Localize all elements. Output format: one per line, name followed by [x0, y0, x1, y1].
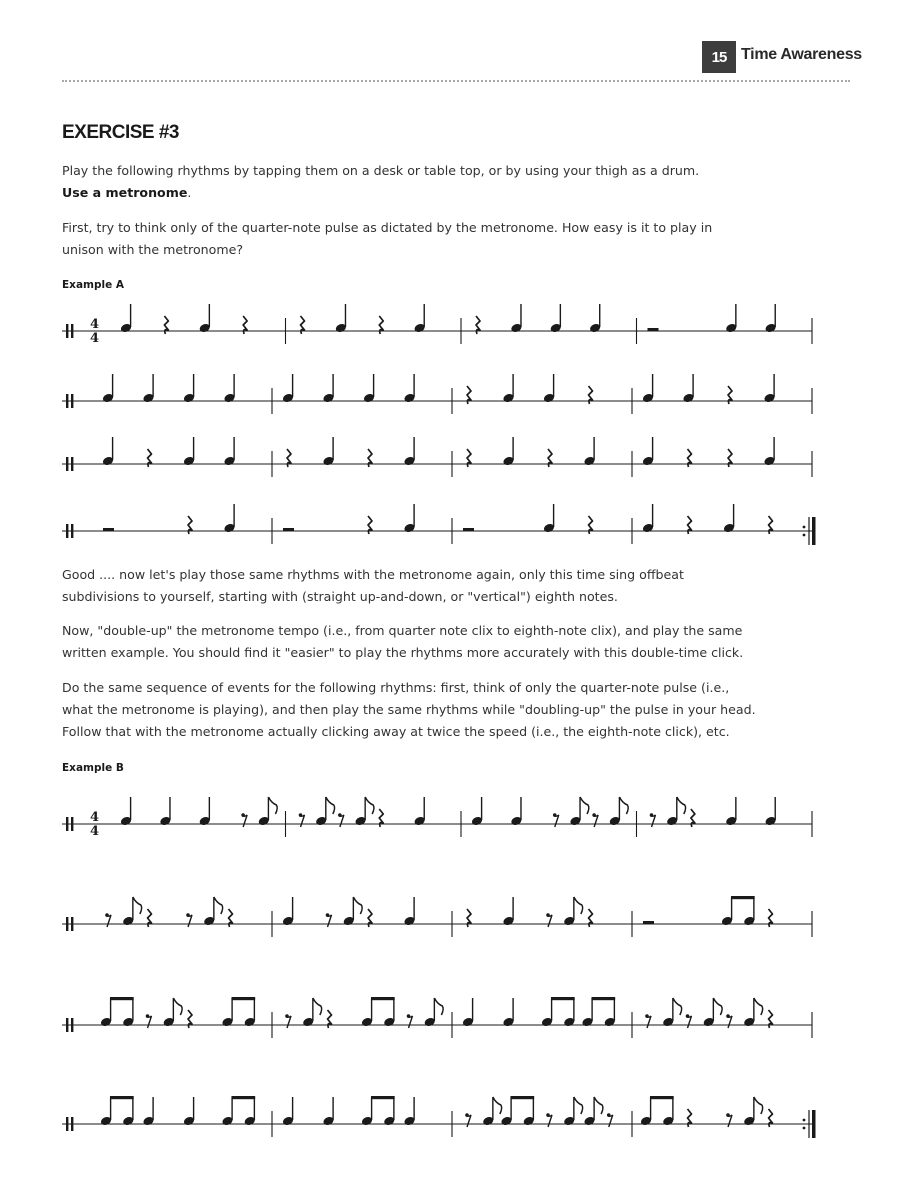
quarter-note	[723, 523, 735, 534]
quarter-note	[502, 456, 514, 467]
eighth-rest	[593, 815, 598, 827]
quarter-rest	[148, 449, 152, 467]
quarter-note	[550, 323, 562, 334]
quarter-rest	[368, 449, 372, 467]
quarter-rest	[688, 449, 692, 467]
eighth-rest	[300, 815, 305, 827]
quarter-note	[642, 393, 654, 404]
quarter-note	[725, 816, 737, 827]
eighth-note	[721, 916, 733, 927]
eighth-rest-dot	[105, 913, 109, 917]
percussion-clef	[66, 917, 68, 931]
eighth-rest	[547, 915, 552, 927]
percussion-clef	[71, 457, 73, 471]
percussion-clef	[71, 1117, 73, 1131]
eighth-flag	[574, 897, 583, 914]
quarter-note	[335, 323, 347, 334]
quarter-rest	[467, 909, 471, 927]
repeat-dot	[803, 526, 806, 529]
eighth-flag	[677, 797, 686, 814]
eighth-note	[640, 1116, 652, 1127]
eighth-note	[581, 1017, 593, 1028]
eighth-rest	[608, 1115, 613, 1127]
eighth-note	[482, 1116, 494, 1127]
beam	[232, 1096, 256, 1099]
eighth-flag	[619, 797, 628, 814]
eighth-note	[383, 1017, 395, 1028]
eighth-note	[302, 1017, 314, 1028]
eighth-flag	[353, 897, 362, 914]
eighth-rest-dot	[650, 813, 654, 817]
chapter-title: Time Awareness	[741, 46, 862, 63]
quarter-note	[462, 1017, 474, 1028]
eighth-rest	[106, 915, 111, 927]
time-signature-bottom: 4	[90, 824, 100, 839]
eighth-rest-dot	[241, 813, 245, 817]
beam	[371, 1096, 395, 1099]
sequence-paragraph: Do the same sequence of events for the following rhythms: first, think of only the quarter-note pulse (i.e., what the metronome is playing), and then play the same rhythms while "doubling-up" the pulse in your head. Follow that with the metronome actually clicking away at twice the speed (i.e., the eighth-note click), etc.	[62, 680, 756, 739]
quarter-note	[322, 1116, 334, 1127]
eighth-note	[315, 816, 327, 827]
eighth-note	[221, 1017, 233, 1028]
quarter-rest	[589, 909, 593, 927]
eighth-note	[122, 1116, 134, 1127]
eighth-rest-dot	[607, 1113, 611, 1117]
eighth-note	[563, 1017, 575, 1028]
eighth-note	[163, 1017, 175, 1028]
eighth-flag	[434, 998, 443, 1015]
eighth-rest	[286, 1016, 291, 1028]
eighth-note	[743, 1116, 755, 1127]
eighth-flag	[313, 998, 322, 1015]
eighth-rest-dot	[299, 813, 303, 817]
final-barline	[812, 1110, 816, 1138]
eighth-rest-dot	[686, 1014, 690, 1018]
eighth-note	[203, 916, 215, 927]
percussion-clef	[71, 1018, 73, 1032]
eighth-flag	[754, 1097, 763, 1114]
quarter-note	[142, 393, 154, 404]
quarter-note	[199, 323, 211, 334]
quarter-note	[120, 323, 132, 334]
eighth-flag	[133, 897, 142, 914]
percussion-clef	[66, 324, 68, 338]
quarter-note	[502, 1017, 514, 1028]
eighth-note	[383, 1116, 395, 1127]
quarter-note	[223, 523, 235, 534]
eighth-note	[122, 1017, 134, 1028]
quarter-rest	[769, 1109, 773, 1127]
repeat-dot	[803, 1119, 806, 1122]
eighth-note	[361, 1116, 373, 1127]
quarter-note	[543, 523, 555, 534]
quarter-note	[510, 323, 522, 334]
quarter-rest	[769, 516, 773, 534]
half-rest	[463, 528, 474, 531]
quarter-note	[413, 323, 425, 334]
quarter-note	[142, 1116, 154, 1127]
eighth-note	[221, 1116, 233, 1127]
quarter-note	[763, 393, 775, 404]
quarter-note	[403, 1116, 415, 1127]
quarter-note	[223, 393, 235, 404]
eighth-rest-dot	[726, 1113, 730, 1117]
quarter-note	[282, 1116, 294, 1127]
eighth-note	[424, 1017, 436, 1028]
eighth-note	[666, 816, 678, 827]
eighth-rest-dot	[465, 1113, 469, 1117]
quarter-note	[764, 323, 776, 334]
quarter-note	[682, 393, 694, 404]
eighth-note	[244, 1017, 256, 1028]
quarter-rest	[688, 1109, 692, 1127]
eighth-rest-dot	[146, 1014, 150, 1018]
quarter-rest	[328, 1010, 332, 1028]
eighth-flag	[493, 1097, 502, 1114]
percussion-clef	[66, 1018, 68, 1032]
quarter-rest	[728, 386, 732, 404]
eighth-note	[569, 816, 581, 827]
beam	[592, 997, 616, 1000]
quarter-note	[589, 323, 601, 334]
eighth-rest	[687, 1016, 692, 1028]
quarter-rest	[148, 909, 152, 927]
repeat-dot	[803, 534, 806, 537]
eighth-rest	[147, 1016, 152, 1028]
eighth-note	[523, 1116, 535, 1127]
quarter-rest	[476, 316, 480, 334]
quarter-rest	[691, 809, 695, 827]
time-signature-top: 4	[90, 810, 100, 825]
eighth-rest	[646, 1016, 651, 1028]
example-b-label: Example B	[62, 762, 124, 774]
eighth-note	[563, 916, 575, 927]
quarter-note	[199, 816, 211, 827]
percussion-clef	[66, 1117, 68, 1131]
eighth-rest	[727, 1016, 732, 1028]
beam	[731, 896, 755, 899]
quarter-rest	[368, 909, 372, 927]
quarter-note	[764, 816, 776, 827]
quarter-note	[322, 393, 334, 404]
percussion-clef	[71, 524, 73, 538]
eighth-flag	[574, 1097, 583, 1114]
quarter-rest	[769, 1010, 773, 1028]
quarter-rest	[368, 516, 372, 534]
quarter-note	[583, 456, 595, 467]
pulse-paragraph: First, try to think only of the quarter-note pulse as dictated by the metronome. How easy is it to play in unison with the metronome?	[62, 220, 713, 257]
final-barline	[812, 517, 816, 545]
quarter-rest	[379, 316, 383, 334]
percussion-clef	[71, 324, 73, 338]
intro-paragraph	[62, 160, 762, 204]
quarter-note	[223, 456, 235, 467]
quarter-note	[183, 456, 195, 467]
eighth-rest-dot	[285, 1014, 289, 1018]
eighth-note	[354, 816, 366, 827]
quarter-rest	[589, 386, 593, 404]
quarter-note	[322, 456, 334, 467]
eighth-note	[609, 816, 621, 827]
percussion-clef	[66, 457, 68, 471]
quarter-rest	[379, 809, 383, 827]
time-signature-bottom: 4	[90, 331, 100, 346]
quarter-rest	[548, 449, 552, 467]
header-divider	[62, 80, 850, 82]
time-signature-top: 4	[90, 317, 100, 332]
eighth-note	[244, 1116, 256, 1127]
eighth-note	[100, 1017, 112, 1028]
eighth-flag	[326, 797, 335, 814]
page-number: 15	[702, 41, 736, 73]
quarter-rest	[188, 1010, 192, 1028]
beam	[371, 997, 395, 1000]
quarter-note	[510, 816, 522, 827]
quarter-note	[102, 393, 114, 404]
quarter-rest	[688, 516, 692, 534]
quarter-rest	[287, 449, 291, 467]
beam	[511, 1096, 535, 1099]
subdivision-paragraph: Good .... now let's play those same rhythms with the metronome again, only this time sing offbeat subdivisions to yourself, starting with (straight up-and-down, or "vertical") eighth notes.	[62, 567, 684, 604]
eighth-note	[361, 1017, 373, 1028]
eighth-note	[662, 1017, 674, 1028]
repeat-dot	[803, 1127, 806, 1130]
quarter-rest	[164, 316, 168, 334]
eighth-rest	[466, 1115, 471, 1127]
eighth-note	[743, 1017, 755, 1028]
eighth-rest-dot	[553, 813, 557, 817]
eighth-note	[343, 916, 355, 927]
quarter-note	[413, 816, 425, 827]
quarter-note	[642, 523, 654, 534]
eighth-note	[583, 1116, 595, 1127]
quarter-rest	[467, 449, 471, 467]
percussion-clef	[66, 394, 68, 408]
quarter-note	[763, 456, 775, 467]
eighth-note	[258, 816, 270, 827]
quarter-note	[543, 393, 555, 404]
eighth-note	[500, 1116, 512, 1127]
eighth-rest-dot	[592, 813, 596, 817]
beam	[110, 997, 134, 1000]
quarter-note	[403, 393, 415, 404]
quarter-note	[403, 916, 415, 927]
quarter-note	[502, 916, 514, 927]
percussion-clef	[71, 817, 73, 831]
quarter-note	[282, 916, 294, 927]
half-rest	[103, 528, 114, 531]
eighth-flag	[673, 998, 682, 1015]
quarter-note	[642, 456, 654, 467]
beam	[551, 997, 575, 1000]
eighth-note	[100, 1116, 112, 1127]
percussion-clef	[66, 817, 68, 831]
quarter-note	[183, 393, 195, 404]
eighth-note	[662, 1116, 674, 1127]
half-rest	[283, 528, 294, 531]
quarter-note	[471, 816, 483, 827]
eighth-note	[541, 1017, 553, 1028]
eighth-flag	[268, 797, 277, 814]
quarter-note	[725, 323, 737, 334]
quarter-rest	[243, 316, 247, 334]
quarter-note	[183, 1116, 195, 1127]
double-up-paragraph: Now, "double-up" the metronome tempo (i.e., from quarter note clix to eighth-note clix), and play the same written example. You should find it "easier" to play the rhythms more accurately with this double-time click.	[62, 623, 744, 660]
beam	[110, 1096, 134, 1099]
quarter-rest	[769, 909, 773, 927]
eighth-flag	[754, 998, 763, 1015]
eighth-rest-dot	[186, 913, 190, 917]
eighth-note	[743, 916, 755, 927]
example-a-label: Example A	[62, 279, 124, 291]
eighth-flag	[214, 897, 223, 914]
eighth-rest	[727, 1115, 732, 1127]
quarter-rest	[188, 516, 192, 534]
eighth-rest-dot	[338, 813, 342, 817]
eighth-flag	[580, 797, 589, 814]
quarter-note	[102, 456, 114, 467]
eighth-rest	[554, 815, 559, 827]
percussion-clef	[66, 524, 68, 538]
quarter-note	[159, 816, 171, 827]
quarter-rest	[301, 316, 305, 334]
eighth-rest	[187, 915, 192, 927]
eighth-rest	[547, 1115, 552, 1127]
intro-line-1: Play the following rhythms by tapping them on a desk or table top, or by using your thigh as a drum.	[62, 163, 700, 178]
eighth-flag	[713, 998, 722, 1015]
quarter-note	[502, 393, 514, 404]
eighth-rest	[339, 815, 344, 827]
quarter-note	[282, 393, 294, 404]
eighth-rest-dot	[645, 1014, 649, 1018]
quarter-rest	[728, 449, 732, 467]
metronome-instruction: Use a metronome	[62, 185, 188, 200]
half-rest	[648, 328, 659, 331]
quarter-note	[403, 456, 415, 467]
quarter-note	[403, 523, 415, 534]
eighth-rest	[408, 1016, 413, 1028]
beam	[232, 997, 256, 1000]
half-rest	[643, 921, 654, 924]
eighth-note	[122, 916, 134, 927]
exercise-title: EXERCISE #3	[62, 122, 179, 143]
beam	[650, 1096, 674, 1099]
intro-line-2: Use a metronome.	[62, 185, 192, 200]
eighth-rest-dot	[407, 1014, 411, 1018]
eighth-rest	[651, 815, 656, 827]
percussion-clef	[71, 394, 73, 408]
percussion-clef	[71, 917, 73, 931]
page-header	[0, 0, 900, 84]
eighth-rest	[242, 815, 247, 827]
eighth-note	[703, 1017, 715, 1028]
quarter-rest	[229, 909, 233, 927]
quarter-rest	[467, 386, 471, 404]
eighth-flag	[594, 1097, 603, 1114]
quarter-note	[120, 816, 132, 827]
eighth-note	[604, 1017, 616, 1028]
eighth-rest	[327, 915, 332, 927]
eighth-rest-dot	[326, 913, 330, 917]
quarter-rest	[589, 516, 593, 534]
eighth-flag	[173, 998, 182, 1015]
eighth-flag	[365, 797, 374, 814]
eighth-rest-dot	[546, 913, 550, 917]
eighth-note	[563, 1116, 575, 1127]
eighth-rest-dot	[546, 1113, 550, 1117]
eighth-rest-dot	[726, 1014, 730, 1018]
quarter-note	[363, 393, 375, 404]
